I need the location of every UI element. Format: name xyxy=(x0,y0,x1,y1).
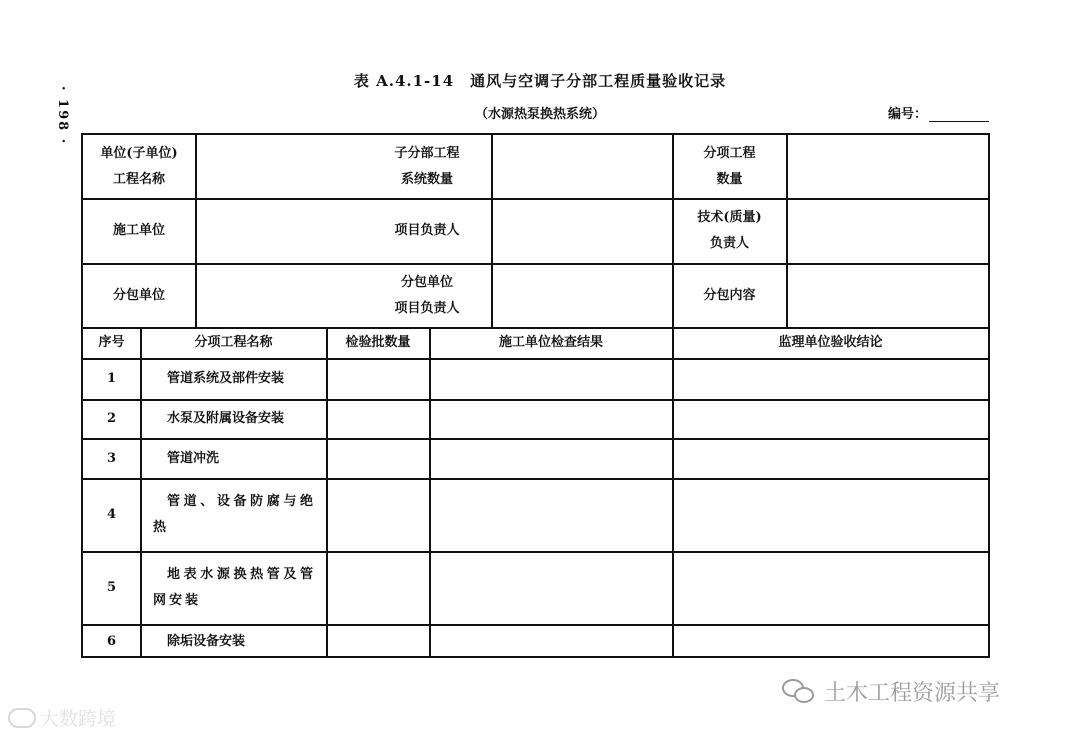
col-header-no: 序号 xyxy=(98,335,125,350)
row-3-no: 3 xyxy=(106,450,117,466)
project-manager-label: 项目负责人 xyxy=(394,223,460,238)
number-field xyxy=(888,103,989,122)
eye-logo-icon xyxy=(8,708,36,728)
watermark-right xyxy=(782,676,1000,707)
side-page-number: · 198 · xyxy=(55,86,70,146)
row-2-no: 2 xyxy=(106,411,117,426)
subcontract-content-label: 分包内容 xyxy=(703,287,756,303)
document-title: 表 A.4.1-14 通风与空调子分部工程质量验收记录 xyxy=(353,72,727,90)
construction-unit-label: 施工单位 xyxy=(112,223,165,238)
row-5-no: 5 xyxy=(106,580,117,595)
watermark-left xyxy=(8,704,116,731)
number-blank-line xyxy=(929,107,989,122)
col-header-item-name: 分项工程名称 xyxy=(194,335,273,350)
acceptance-record-table xyxy=(81,133,990,658)
row-4-name: 管道、设备防腐与绝热 xyxy=(153,494,316,535)
sub-division-count-value[interactable] xyxy=(492,135,672,198)
number-label: 编号： xyxy=(888,107,928,122)
row-1-no: 1 xyxy=(106,371,117,386)
row-6-name: 除垢设备安装 xyxy=(167,633,246,649)
row-1-name: 管道系统及部件安装 xyxy=(167,371,285,386)
row-5-name: 地表水源换热管及管网安装 xyxy=(153,567,316,608)
row-2-name: 水泵及附属设备安装 xyxy=(167,411,285,426)
sub-division-count-label: 子分部工程 系统数量 xyxy=(394,145,460,187)
col-header-construction-result: 施工单位检查结果 xyxy=(498,335,603,350)
col-header-batch-count: 检验批数量 xyxy=(345,335,411,350)
wechat-icon xyxy=(782,679,816,705)
tech-manager-label: 技术(质量) 负责人 xyxy=(697,210,762,251)
watermark-right-text: 土木工程资源共享 xyxy=(824,681,1001,706)
col-header-supervision-conclusion: 监理单位验收结论 xyxy=(778,335,883,350)
document-subtitle: （水源热泵换热系统） xyxy=(474,107,605,122)
subcontract-manager-label: 分包单位 项目负责人 xyxy=(394,274,460,316)
row-6-no: 6 xyxy=(106,633,117,649)
watermark-left-text: 大数跨境 xyxy=(40,708,117,730)
sub-item-count-label: 分项工程 数量 xyxy=(703,145,756,187)
subcontract-unit-label: 分包单位 xyxy=(112,287,165,303)
row-3-name: 管道冲洗 xyxy=(167,450,220,466)
row-4-no: 4 xyxy=(106,507,117,522)
unit-name-label: 单位(子单位) 工程名称 xyxy=(100,145,178,187)
sub-item-count-value[interactable] xyxy=(787,135,988,198)
